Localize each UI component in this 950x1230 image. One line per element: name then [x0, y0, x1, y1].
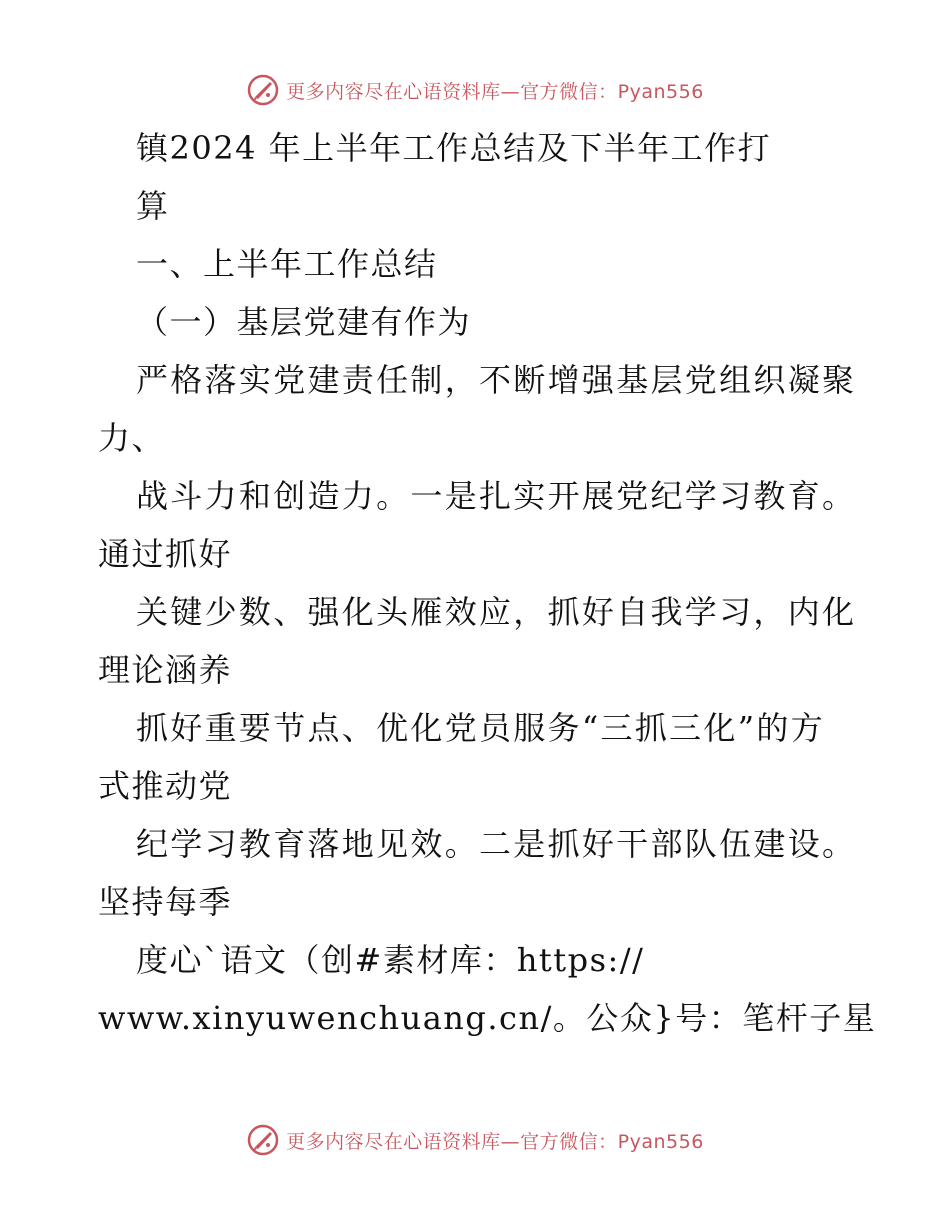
subsection-heading: （一）基层党建有作为: [136, 303, 472, 341]
section-heading: 一、上半年工作总结: [136, 245, 438, 283]
paragraph-line: 抓好重要节点、优化党员服务“三抓三化”的方: [136, 709, 826, 747]
paragraph-line: 式推动党: [98, 767, 233, 805]
paragraph-line: 纪学习教育落地见效。二是抓好干部队伍建设。: [136, 825, 857, 863]
header-watermark: [0, 70, 950, 110]
paragraph-line: 关键少数、强化头雁效应，抓好自我学习，内化: [136, 593, 857, 631]
doc-title-line-1: 镇2024 年上半年工作总结及下半年工作打: [136, 129, 772, 167]
paragraph-line: www.xinyuwenchuang.cn/。公众}号：笔杆子星: [98, 999, 877, 1037]
footer-watermark: [0, 1120, 950, 1160]
watermark-text: 更多内容尽在心语资料库—官方微信：Pyan556: [286, 80, 704, 103]
paragraph-line: 通过抓好: [98, 535, 233, 573]
paragraph-line: 坚持每季: [98, 883, 233, 921]
quill-logo-icon: [246, 73, 280, 107]
watermark-text: 更多内容尽在心语资料库—官方微信：Pyan556: [286, 1130, 704, 1153]
paragraph-line: 理论涵养: [98, 651, 233, 689]
paragraph-line: 度心`语文（创#素材库：https://: [136, 941, 645, 979]
paragraph-line: 力、: [98, 419, 166, 457]
paragraph-line: 严格落实党建责任制，不断增强基层党组织凝聚: [136, 361, 857, 399]
paragraph-line: 战斗力和创造力。一是扎实开展党纪学习教育。: [136, 477, 857, 515]
quill-logo-icon: [246, 1123, 280, 1157]
doc-title-line-2: 算: [136, 187, 170, 225]
